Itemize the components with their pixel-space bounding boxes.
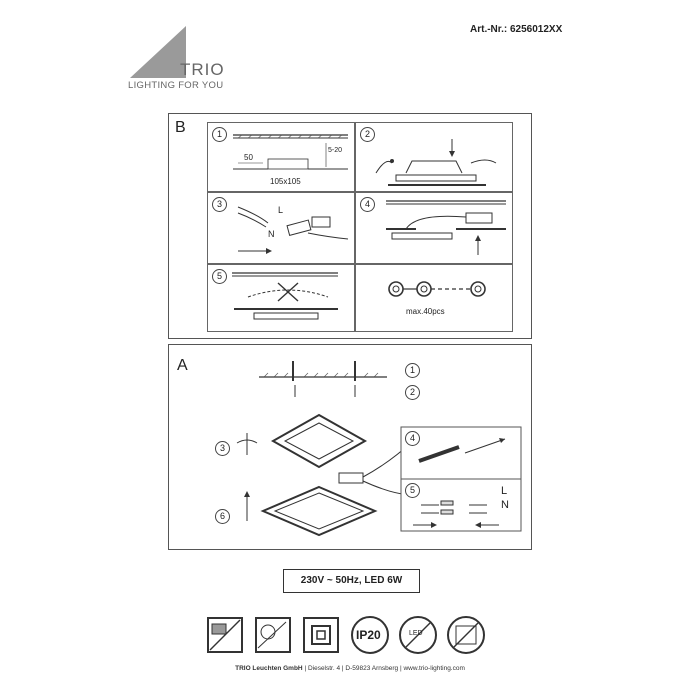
step-number: 5 [212, 269, 227, 284]
step-number: 1 [405, 363, 420, 378]
section-a-letter: A [177, 357, 188, 374]
max-pieces-label: max.40pcs [406, 307, 445, 316]
step-number: 3 [215, 441, 230, 456]
footer: TRIO Leuchten GmbH | Dieselstr. 4 | D-59823 Arnsberg | www.trio-lighting.com [235, 665, 465, 672]
brand-name: TRIO [180, 60, 225, 79]
article-number: Art.-Nr.: 6256012XX [470, 24, 563, 35]
company-name: TRIO Leuchten GmbH [235, 665, 303, 672]
step-number: 5 [405, 483, 420, 498]
step-number: 2 [405, 385, 420, 400]
dimension-label: 5-20 [328, 147, 343, 154]
insulation-cover-icon [208, 618, 242, 652]
wire-label-n: N [501, 499, 509, 511]
max-panels-diagram-icon [356, 265, 514, 333]
website: www.trio-lighting.com [403, 665, 465, 672]
step-b4-cell [355, 192, 513, 264]
wire-label-l: L [501, 485, 508, 497]
brand-tagline: LIGHTING FOR YOU [128, 80, 224, 91]
step-number: 4 [405, 431, 420, 446]
step-number: 3 [212, 197, 227, 212]
brand-logo [128, 22, 238, 102]
wire-label-n: N [268, 229, 275, 239]
step-number: 2 [360, 127, 375, 142]
city: D-59823 Arnsberg [345, 665, 399, 672]
wire-label-l: L [278, 205, 284, 215]
insert-panel-diagram-icon [356, 193, 514, 265]
electrical-spec: 230V ~ 50Hz, LED 6W [283, 569, 420, 593]
spring-clip-diagram-icon [208, 265, 356, 333]
lamp-type-icon [256, 618, 290, 652]
connect-panel-diagram-icon [356, 123, 514, 193]
step-b2-cell [355, 122, 513, 192]
icons-svg [206, 612, 496, 656]
no-dimming-icon [448, 617, 484, 653]
section-a-panel [168, 344, 532, 550]
step-b5-cell [207, 264, 355, 332]
section-b-panel [168, 113, 532, 339]
cutout-size-label: 105x105 [270, 177, 301, 186]
step-number: 1 [212, 127, 227, 142]
ip20-label: IP20 [356, 628, 381, 642]
step-b6-cell [355, 264, 513, 332]
led-label: LED [409, 630, 423, 637]
certification-icons-row [206, 612, 496, 656]
step-number: 6 [215, 509, 230, 524]
step-b3-cell [207, 192, 355, 264]
address: Dieselstr. 4 [307, 665, 341, 672]
class-ii-double-insulation-icon [304, 618, 338, 652]
step-b1-cell [207, 122, 355, 192]
dimension-label: 50 [244, 153, 253, 162]
section-b-letter: B [175, 119, 186, 136]
step-number: 4 [360, 197, 375, 212]
wiring-diagram-icon [208, 193, 356, 265]
